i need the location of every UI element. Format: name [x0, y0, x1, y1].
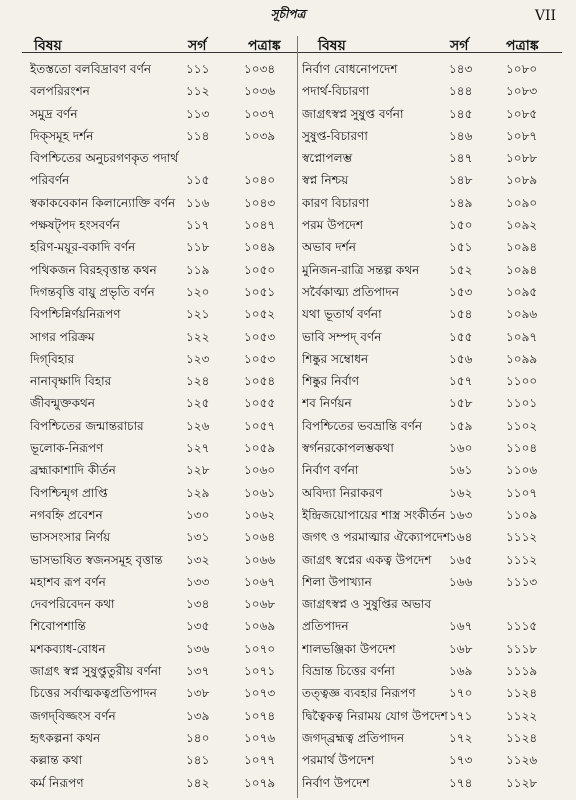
- left-sarga: ১৩২: [186, 552, 210, 567]
- right-page: ১১১৮: [506, 641, 538, 656]
- left-page: ১০৫৩: [244, 351, 276, 366]
- left-topic: মহাশব রূপ বর্ণন: [30, 574, 106, 589]
- right-page: ১১০৪: [506, 441, 538, 456]
- index-row: [0, 772, 576, 794]
- index-row: [0, 415, 576, 437]
- right-topic: বিপশ্চিতের ভবভ্রান্তি বর্ণন: [302, 418, 422, 433]
- left-page: ১০৫০: [244, 262, 276, 277]
- index-row: [0, 593, 576, 615]
- right-sarga: ১৭০: [449, 686, 473, 701]
- left-sarga: ১২০: [186, 284, 210, 299]
- left-page: ১০৫৪: [244, 374, 276, 389]
- left-topic: সমুদ্র বর্ণন: [30, 106, 78, 121]
- left-sarga: ১৩৭: [186, 664, 210, 679]
- right-sarga: ১৭৪: [449, 775, 473, 790]
- index-row: [0, 749, 576, 771]
- right-page: ১১০৯: [506, 507, 538, 522]
- right-topic: জাগ্রৎস্বপ্ন ও সুষুপ্তির অভাব: [302, 597, 432, 612]
- index-row: [0, 147, 576, 169]
- right-sarga: ১৪৮: [449, 173, 473, 188]
- left-sarga: ১১৪: [186, 128, 210, 143]
- col-head-page-left: পত্রাঙ্ক: [248, 38, 281, 54]
- right-sarga: ১৫৩: [449, 284, 473, 299]
- left-sarga: ১৪০: [186, 730, 210, 745]
- right-topic: নির্বাণ বর্ণনা: [302, 463, 359, 478]
- left-topic: কর্ম নিরূপণ: [30, 775, 84, 790]
- left-topic: পথিকজন বিরহবৃত্তান্ত কথন: [30, 262, 157, 277]
- right-topic: স্বপ্ন নিশ্চয়: [302, 173, 349, 188]
- right-page: ১০৯৪: [506, 262, 538, 277]
- index-row: [0, 214, 576, 236]
- left-sarga: ১২৩: [186, 351, 210, 366]
- right-sarga: ১৫৮: [449, 396, 473, 411]
- left-page: ১০৭৭: [244, 753, 276, 768]
- right-sarga: ১৫২: [449, 262, 473, 277]
- left-sarga: ১১৬: [186, 195, 210, 210]
- left-sarga: ১২৫: [186, 396, 210, 411]
- index-row: [0, 682, 576, 704]
- right-sarga: ১৫৯: [449, 418, 473, 433]
- left-sarga: ১৩১: [186, 530, 210, 545]
- index-row: [0, 236, 576, 258]
- right-sarga: ১৫৪: [449, 307, 473, 322]
- right-sarga: ১৪৭: [449, 151, 473, 166]
- right-page: ১০৮৫: [506, 106, 538, 121]
- left-topic: সাগর পরিক্রম: [30, 329, 95, 344]
- right-topic: জগদ্‌ব্রহ্মত্ব প্রতিপাদন: [302, 730, 405, 745]
- right-page: ১০৯৬: [506, 307, 538, 322]
- index-row: [0, 303, 576, 325]
- index-row: [0, 482, 576, 504]
- right-topic: শিলা উপাখ্যান: [302, 574, 372, 589]
- index-row: [0, 526, 576, 548]
- right-topic: বিভ্রান্ত চিত্তের বর্ণনা: [302, 664, 395, 679]
- right-page: ১১১৫: [506, 619, 538, 634]
- left-topic: মশকব্যাধ-বোধন: [30, 641, 106, 656]
- right-topic: সর্বৈকাত্ম্য প্রতিপাদন: [302, 284, 399, 299]
- left-page: ১০৭৩: [244, 686, 276, 701]
- left-page: ১০৫১: [244, 284, 276, 299]
- left-page: ১০৪০: [244, 173, 276, 188]
- right-page: ১১২৬: [506, 753, 538, 768]
- index-row: [0, 459, 576, 481]
- right-page: ১০৮৮: [506, 151, 538, 166]
- left-topic: বিপশ্চিতের অনুচরগণকৃত পদার্থ: [30, 151, 179, 166]
- left-topic: স্বকাকবেকান কিলান্যোক্তি বর্ণন: [30, 195, 176, 210]
- right-sarga: ১৫০: [449, 218, 473, 233]
- header-rule: [22, 52, 562, 53]
- right-page: ১০৯৭: [506, 329, 538, 344]
- right-page: ১১১২: [506, 530, 538, 545]
- left-sarga: ১১১: [186, 62, 210, 76]
- index-row: [0, 727, 576, 749]
- right-sarga: ১৪৪: [449, 84, 473, 99]
- right-sarga: ১৪৬: [449, 128, 473, 143]
- right-topic: তত্ত্বজ্ঞ ব্যবহার নিরূপণ: [302, 686, 416, 701]
- right-topic: কারণ বিচারণা: [302, 195, 369, 210]
- left-page: ১০৬৮: [244, 597, 276, 612]
- left-sarga: ১১৭: [186, 218, 210, 233]
- index-row: [0, 615, 576, 637]
- left-topic: বিপশ্চিন্নির্ণয়নিরূপণ: [30, 307, 121, 322]
- left-topic: দিক্‌সমূহ দর্শন: [30, 128, 94, 143]
- index-row: [0, 705, 576, 727]
- right-sarga: ১৬৩: [449, 507, 473, 522]
- right-sarga: ১৪৩: [449, 62, 473, 76]
- right-page: ১০৯৪: [506, 240, 538, 255]
- right-topic: ইন্দ্রিজয়োপায়ের শাস্ত্র সংকীর্তন: [302, 507, 446, 522]
- left-topic: হৃৎকল্পনা কথন: [30, 730, 101, 745]
- left-sarga: ১১৩: [186, 106, 210, 121]
- right-sarga: ১৬৪: [449, 530, 473, 545]
- index-row: [0, 571, 576, 593]
- right-sarga: ১৬২: [449, 485, 473, 500]
- right-page: ১০৯২: [506, 218, 538, 233]
- left-topic: দিগ্‌বিহার: [30, 351, 75, 366]
- left-topic: ব্রহ্মাকাশাদি কীর্তন: [30, 463, 116, 478]
- right-topic: অভাব দর্শন: [302, 240, 356, 255]
- page-number: VII: [534, 8, 556, 24]
- left-page: ১০৩৬: [244, 84, 276, 99]
- right-sarga: ১৫৭: [449, 374, 473, 389]
- left-sarga: ১২৯: [186, 485, 210, 500]
- left-topic: জগদ্‌বিজ্জংস বর্ণন: [30, 708, 116, 723]
- right-page: ১০৯৫: [506, 284, 538, 299]
- left-topic: পক্ষষট্‌পদ হংসবর্ণন: [30, 218, 120, 233]
- index-row: [0, 58, 576, 80]
- left-page: ১০৫৫: [244, 396, 276, 411]
- right-topic: নির্বাণ বোধনোপদেশ: [302, 62, 398, 76]
- right-sarga: ১৫৫: [449, 329, 473, 344]
- right-page: ১১০০: [506, 374, 538, 389]
- left-page: ১০৩৯: [244, 128, 276, 143]
- left-page: ১০৫৭: [244, 418, 276, 433]
- left-sarga: ১২৬: [186, 418, 210, 433]
- index-row: [0, 326, 576, 348]
- right-topic: শিষ্কুর নির্বাণ: [302, 374, 359, 389]
- left-page: ১০৬৯: [244, 619, 276, 634]
- left-page: ১০৬৭: [244, 574, 276, 589]
- right-page: ১০৮৯: [506, 173, 538, 188]
- left-sarga: ১২৮: [186, 463, 210, 478]
- index-row: [0, 192, 576, 214]
- left-page: ১০৭৬: [244, 730, 276, 745]
- left-sarga: ১৩০: [186, 507, 210, 522]
- left-page: ১০৫৯: [244, 441, 276, 456]
- col-head-page-right: পত্রাঙ্ক: [506, 38, 539, 54]
- left-page: ১০৫৩: [244, 329, 276, 344]
- right-sarga: ১৬৮: [449, 641, 473, 656]
- left-topic: দেবপরিবেদন কথা: [30, 597, 115, 612]
- right-topic: যথা ভূতার্থ বর্ণনা: [302, 307, 382, 322]
- page-title: সূচীপত্র: [270, 7, 306, 21]
- left-sarga: ১৪২: [186, 775, 210, 790]
- index-row: [0, 437, 576, 459]
- left-sarga: ১১৮: [186, 240, 210, 255]
- left-sarga: ১১৫: [186, 173, 210, 188]
- left-page: ১০৬১: [244, 485, 276, 500]
- left-page: ১০৭০: [244, 641, 276, 656]
- right-page: ১১০২: [506, 418, 538, 433]
- right-sarga: ১৫১: [449, 240, 473, 255]
- left-topic: নানাবৃক্ষাদি বিহার: [30, 374, 112, 389]
- left-sarga: ১৩৩: [186, 574, 210, 589]
- right-topic: পরম উপদেশ: [302, 218, 363, 233]
- right-page: ১০৯০: [506, 195, 538, 210]
- right-topic: শালভঞ্জিকা উপদেশ: [302, 641, 396, 656]
- left-page: ১০৬৪: [244, 530, 276, 545]
- right-topic: প্রতিপাদন: [302, 619, 349, 634]
- left-page: ১০৪৩: [244, 195, 276, 210]
- left-page: ১০৬৬: [244, 552, 276, 567]
- col-head-sarga-right: সর্গ: [450, 38, 469, 54]
- right-topic: সুষুপ্ত-বিচারণা: [302, 128, 368, 143]
- right-page: ১১১৩: [506, 574, 538, 589]
- right-topic: পরমার্থ উপদেশ: [302, 753, 375, 768]
- right-topic: স্বর্গনরকোপলম্ভকথা: [302, 441, 394, 456]
- right-sarga: ১৬৬: [449, 574, 473, 589]
- right-topic: পদার্থ-বিচারণা: [302, 84, 370, 99]
- left-sarga: ১৩৬: [186, 641, 210, 656]
- right-sarga: ১৪৫: [449, 106, 473, 121]
- right-sarga: ১৬৫: [449, 552, 473, 567]
- index-row: [0, 660, 576, 682]
- right-sarga: ১৭৩: [449, 753, 473, 768]
- left-sarga: ১৩৪: [186, 597, 210, 612]
- right-page: ১০৮০: [506, 62, 538, 76]
- right-sarga: ১৭২: [449, 730, 473, 745]
- left-sarga: ১৪১: [186, 753, 210, 768]
- left-topic: হরিণ-ময়ূর-বকাদি বর্ণন: [30, 240, 136, 255]
- right-topic: দ্বিত্বৈকত্ব নিরাময় যোগ উপদেশ: [302, 708, 448, 723]
- left-sarga: ১২৭: [186, 441, 210, 456]
- left-topic: দিগন্তবৃত্তি বায়ু প্রভৃতি বর্ণন: [30, 284, 155, 299]
- right-sarga: ১৫৬: [449, 351, 473, 366]
- col-head-topic-left: বিষয়: [34, 38, 62, 54]
- left-page: ১০৩৪: [244, 62, 276, 76]
- index-table: [0, 58, 576, 794]
- left-page: ১০৫২: [244, 307, 276, 322]
- right-topic: জগৎ ও পরমাত্মার ঐক্যোপদেশ: [302, 530, 451, 545]
- left-page: ১০৩৭: [244, 106, 276, 121]
- index-row: [0, 259, 576, 281]
- left-page: ১০৪৯: [244, 240, 276, 255]
- left-topic: বলপরিরংশন: [30, 84, 90, 99]
- left-page: ১০৭৯: [244, 775, 276, 790]
- left-sarga: ১৩৫: [186, 619, 210, 634]
- index-row: [0, 638, 576, 660]
- right-page: ১১০১: [506, 396, 538, 411]
- left-page: ১০৬২: [244, 507, 276, 522]
- left-topic: জীবন্মুক্তকথন: [30, 396, 95, 411]
- right-page: ১১২৪: [506, 730, 538, 745]
- index-row: [0, 348, 576, 370]
- left-topic: ভাসভাষিত স্বজনসমূহ বৃত্তান্ত: [30, 552, 163, 567]
- right-topic: শব নির্ণয়ন: [302, 396, 352, 411]
- left-topic: পরিবর্ণন: [30, 173, 70, 188]
- left-topic: কল্লান্ত কথা: [30, 753, 83, 768]
- col-head-topic-right: বিষয়: [318, 38, 346, 54]
- index-row: [0, 549, 576, 571]
- left-page: ১০৭৪: [244, 708, 276, 723]
- left-topic: ভূলোক-নিরূপণ: [30, 441, 104, 456]
- left-topic: শিবোপশান্তি: [30, 619, 86, 634]
- right-page: ১১০৭: [506, 485, 538, 500]
- left-sarga: ১১৯: [186, 262, 210, 277]
- index-row: [0, 80, 576, 102]
- right-sarga: ১৬৭: [449, 619, 473, 634]
- right-sarga: ১৪৯: [449, 195, 473, 210]
- right-topic: স্বপ্নোপলম্ভ: [302, 151, 353, 166]
- index-row: [0, 281, 576, 303]
- right-page: ১০৮৭: [506, 128, 538, 143]
- left-page: ১০৪৭: [244, 218, 276, 233]
- right-page: ১১২৮: [506, 775, 538, 790]
- right-sarga: ১৬০: [449, 441, 473, 456]
- left-topic: বিপশ্চিতের জন্মান্তরাচার: [30, 418, 144, 433]
- right-topic: শিষ্কুর সম্বোধন: [302, 351, 369, 366]
- left-page: ১০৭১: [244, 664, 276, 679]
- index-row: [0, 392, 576, 414]
- left-topic: বিপশ্চিন্মৃগ প্রাপ্তি: [30, 485, 108, 500]
- right-topic: নির্বাণ উপদেশ: [302, 775, 370, 790]
- right-page: ১১১২: [506, 552, 538, 567]
- index-row: [0, 370, 576, 392]
- left-sarga: ১৩৯: [186, 708, 210, 723]
- left-topic: ইতস্ততো বলবিদ্রাবণ বর্ণন: [30, 62, 152, 76]
- left-topic: নগবহ্নি প্রবেশন: [30, 507, 103, 522]
- right-page: ১১২২: [506, 708, 538, 723]
- left-topic: ভাসসংসার নির্ণয়: [30, 530, 111, 545]
- right-page: ১১২৪: [506, 686, 538, 701]
- index-row: [0, 504, 576, 526]
- right-sarga: ১৬১: [449, 463, 473, 478]
- left-sarga: ১২৪: [186, 374, 210, 389]
- right-sarga: ১৭১: [449, 708, 473, 723]
- right-topic: মুনিজন-রাত্রি সন্তল্প কথন: [302, 262, 420, 277]
- right-topic: অবিদ্যা নিরাকরণ: [302, 485, 383, 500]
- right-sarga: ১৬৯: [449, 664, 473, 679]
- left-sarga: ১১২: [186, 84, 210, 99]
- index-row: [0, 125, 576, 147]
- left-sarga: ১২১: [186, 307, 210, 322]
- index-row: [0, 103, 576, 125]
- left-sarga: ১২২: [186, 329, 210, 344]
- index-row: [0, 169, 576, 191]
- col-head-sarga-left: সর্গ: [188, 38, 207, 54]
- left-sarga: ১৩৮: [186, 686, 210, 701]
- right-topic: জাগ্রৎ স্বপ্নের একত্ব উপদেশ: [302, 552, 432, 567]
- right-topic: জাগ্রৎস্বপ্ন সুষুপ্ত বর্ণনা: [302, 106, 404, 121]
- right-page: ১০৮৩: [506, 84, 538, 99]
- left-page: ১০৬০: [244, 463, 276, 478]
- left-topic: জাগ্রৎ স্বপ্ন সুষুপ্তুতুরীয় বর্ণনা: [30, 664, 162, 679]
- right-page: ১০৯৯: [506, 351, 538, 366]
- right-page: ১১০৬: [506, 463, 538, 478]
- right-page: ১১১৯: [506, 664, 538, 679]
- left-topic: চিত্তের সর্বাত্মকত্বপ্রতিপাদন: [30, 686, 157, 701]
- right-topic: ভাবি সম্পদ্‌ বর্ণন: [302, 329, 382, 344]
